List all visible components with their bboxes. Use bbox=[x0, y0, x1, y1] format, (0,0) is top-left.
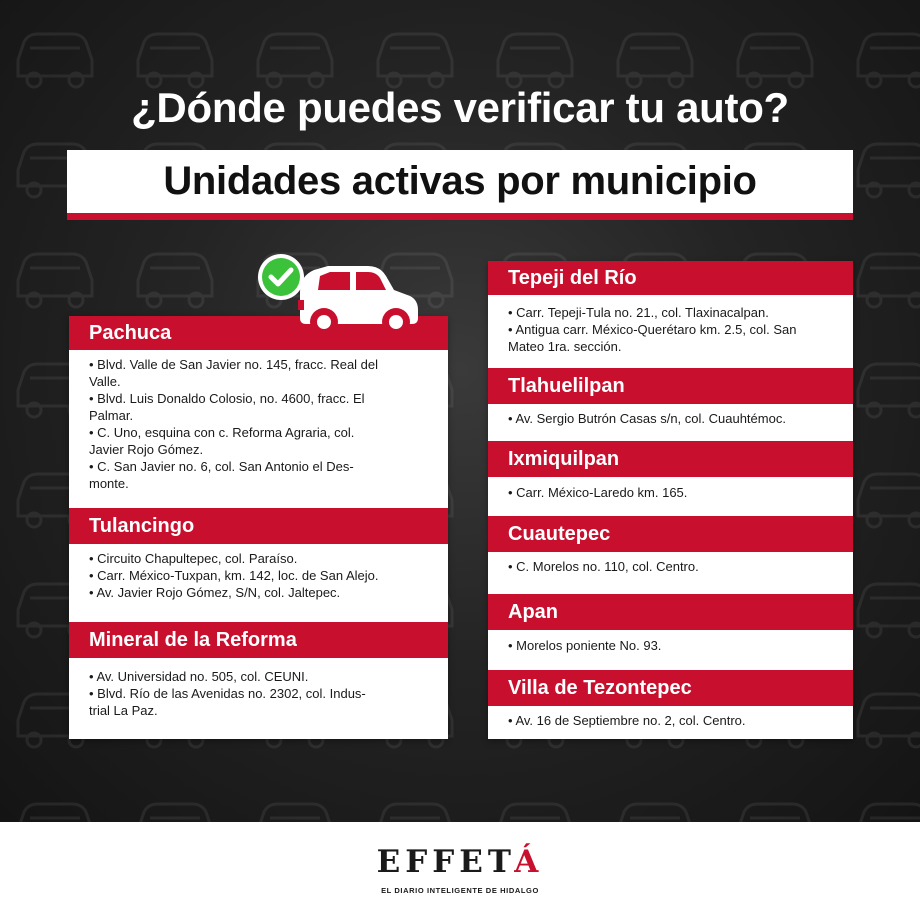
address-list-tepeji-del-rio bbox=[488, 304, 853, 355]
logo-main-text: EFFET bbox=[376, 844, 515, 880]
address-line: Javier Rojo Gómez. bbox=[89, 442, 204, 457]
address-list-ixmiquilpan bbox=[488, 484, 853, 501]
address-line: • Carr. México-Laredo km. 165. bbox=[508, 485, 688, 500]
footer bbox=[0, 822, 920, 920]
address-line: • Blvd. Río de las Avenidas no. 2302, col. Indus- bbox=[89, 686, 366, 701]
check-badge-icon bbox=[256, 252, 306, 302]
address-line: • C. Morelos no. 110, col. Centro. bbox=[508, 559, 699, 574]
address-list-tulancingo bbox=[69, 550, 448, 601]
address-line: Valle. bbox=[89, 374, 121, 389]
municipality-header-tepeji-del-rio: Tepeji del Río bbox=[488, 261, 853, 295]
address-line: • Blvd. Valle de San Javier no. 145, fracc. Real del bbox=[89, 357, 379, 372]
address-line: • Circuito Chapultepec, col. Paraíso. bbox=[89, 551, 298, 566]
headline: ¿Dónde puedes verificar tu auto? bbox=[131, 84, 789, 131]
address-line: monte. bbox=[89, 476, 129, 491]
address-line: • C. Uno, esquina con c. Reforma Agraria, col. bbox=[89, 425, 355, 440]
card-left bbox=[69, 316, 448, 739]
municipality-header-apan: Apan bbox=[488, 594, 853, 630]
municipality-header-mineral-de-la-reforma: Mineral de la Reforma bbox=[69, 622, 448, 658]
address-line: Palmar. bbox=[89, 408, 134, 423]
car-illustration bbox=[256, 252, 426, 338]
address-list-cuautepec bbox=[488, 558, 853, 575]
municipality-header-ixmiquilpan: Ixmiquilpan bbox=[488, 441, 853, 477]
municipality-header-tlahuelilpan: Tlahuelilpan bbox=[488, 368, 853, 404]
address-list-apan bbox=[488, 637, 853, 654]
municipality-header-cuautepec: Cuautepec bbox=[488, 516, 853, 552]
subtitle-banner bbox=[67, 150, 853, 220]
address-list-mineral-de-la-reforma bbox=[69, 668, 448, 719]
address-line: • Av. Universidad no. 505, col. CEUNI. bbox=[89, 669, 309, 684]
address-list-pachuca bbox=[69, 356, 448, 492]
logo-tagline: EL DIARIO INTELIGENTE DE HIDALGO bbox=[381, 886, 539, 895]
address-line: • Blvd. Luis Donaldo Colosio, no. 4600, fracc. El bbox=[89, 391, 365, 406]
municipality-header-tulancingo: Tulancingo bbox=[69, 508, 448, 544]
address-line: • Morelos poniente No. 93. bbox=[508, 638, 662, 653]
municipality-header-villa-de-tezontepec: Villa de Tezontepec bbox=[488, 670, 853, 706]
address-line: • Antigua carr. México-Querétaro km. 2.5, col. San bbox=[508, 322, 797, 337]
address-line: • C. San Javier no. 6, col. San Antonio el Des- bbox=[89, 459, 354, 474]
municipality-header-pachuca: Pachuca bbox=[69, 316, 448, 350]
brand-logo bbox=[0, 844, 920, 880]
card-right bbox=[488, 261, 853, 739]
address-line: • Carr. México-Tuxpan, km. 142, loc. de San Alejo. bbox=[89, 568, 379, 583]
subtitle-text: Unidades activas por municipio bbox=[163, 159, 757, 203]
address-line: • Av. 16 de Septiembre no. 2, col. Centro. bbox=[508, 713, 746, 728]
address-line: • Av. Javier Rojo Gómez, S/N, col. Jaltepec. bbox=[89, 585, 341, 600]
address-line: • Carr. Tepeji-Tula no. 21., col. Tlaxinacalpan. bbox=[508, 305, 769, 320]
address-list-tlahuelilpan bbox=[488, 410, 853, 427]
address-list-villa-de-tezontepec bbox=[488, 712, 853, 729]
address-line: Mateo 1ra. sección. bbox=[508, 339, 622, 354]
address-line: trial La Paz. bbox=[89, 703, 158, 718]
logo-accent-letter: Á bbox=[514, 844, 544, 880]
address-line: • Av. Sergio Butrón Casas s/n, col. Cuauhtémoc. bbox=[508, 411, 786, 426]
